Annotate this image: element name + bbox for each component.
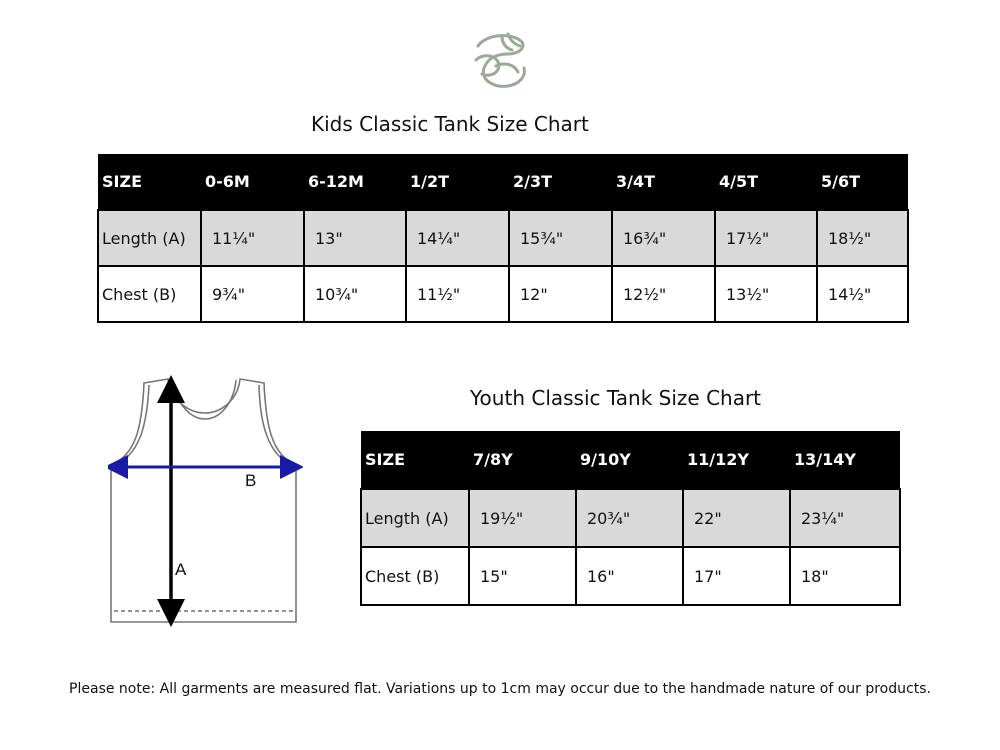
table-cell: 13": [304, 210, 406, 266]
header-cell: 0-6M: [201, 154, 304, 210]
table-header-row: [98, 154, 908, 210]
table-header-row: [361, 431, 900, 489]
table-row: [361, 547, 900, 605]
table-cell: 14¼": [406, 210, 509, 266]
row-label: Length (A): [361, 489, 469, 547]
header-cell: 7/8Y: [469, 431, 576, 489]
table-cell: 15": [469, 547, 576, 605]
youth-chart-title: Youth Classic Tank Size Chart: [470, 386, 762, 410]
leaf-monogram-icon: [468, 28, 532, 92]
table-cell: 17½": [715, 210, 817, 266]
header-cell: 11/12Y: [683, 431, 790, 489]
table-cell: 20¾": [576, 489, 683, 547]
table-cell: 10¾": [304, 266, 406, 322]
table-row: [361, 489, 900, 547]
youth-size-table: [360, 431, 901, 606]
table-cell: 14½": [817, 266, 908, 322]
header-cell: 2/3T: [509, 154, 612, 210]
header-cell: SIZE: [98, 154, 201, 210]
header-cell: 6-12M: [304, 154, 406, 210]
header-cell: 4/5T: [715, 154, 817, 210]
table-cell: 12": [509, 266, 612, 322]
header-cell: 3/4T: [612, 154, 715, 210]
table-row: [98, 210, 908, 266]
table-cell: 16": [576, 547, 683, 605]
header-cell: 9/10Y: [576, 431, 683, 489]
table-row: [98, 266, 908, 322]
table-cell: 19½": [469, 489, 576, 547]
table-cell: 17": [683, 547, 790, 605]
table-cell: 18": [790, 547, 900, 605]
label-b: B: [245, 471, 257, 490]
table-cell: 9¾": [201, 266, 304, 322]
table-cell: 11½": [406, 266, 509, 322]
header-cell: 1/2T: [406, 154, 509, 210]
label-a: A: [175, 560, 187, 579]
table-cell: 11¼": [201, 210, 304, 266]
table-cell: 12½": [612, 266, 715, 322]
measurement-note: Please note: All garments are measured flat. Variations up to 1cm may occur due to the handmade nature of our products.: [69, 681, 931, 697]
table-cell: 16¾": [612, 210, 715, 266]
row-label: Chest (B): [361, 547, 469, 605]
table-cell: 22": [683, 489, 790, 547]
kids-chart-title: Kids Classic Tank Size Chart: [311, 112, 589, 136]
tank-top-diagram-icon: [108, 375, 303, 627]
kids-size-table: [97, 154, 909, 323]
row-label: Chest (B): [98, 266, 201, 322]
table-cell: 13½": [715, 266, 817, 322]
header-cell: 5/6T: [817, 154, 908, 210]
header-cell: SIZE: [361, 431, 469, 489]
header-cell: 13/14Y: [790, 431, 900, 489]
row-label: Length (A): [98, 210, 201, 266]
table-cell: 18½": [817, 210, 908, 266]
table-cell: 15¾": [509, 210, 612, 266]
table-cell: 23¼": [790, 489, 900, 547]
